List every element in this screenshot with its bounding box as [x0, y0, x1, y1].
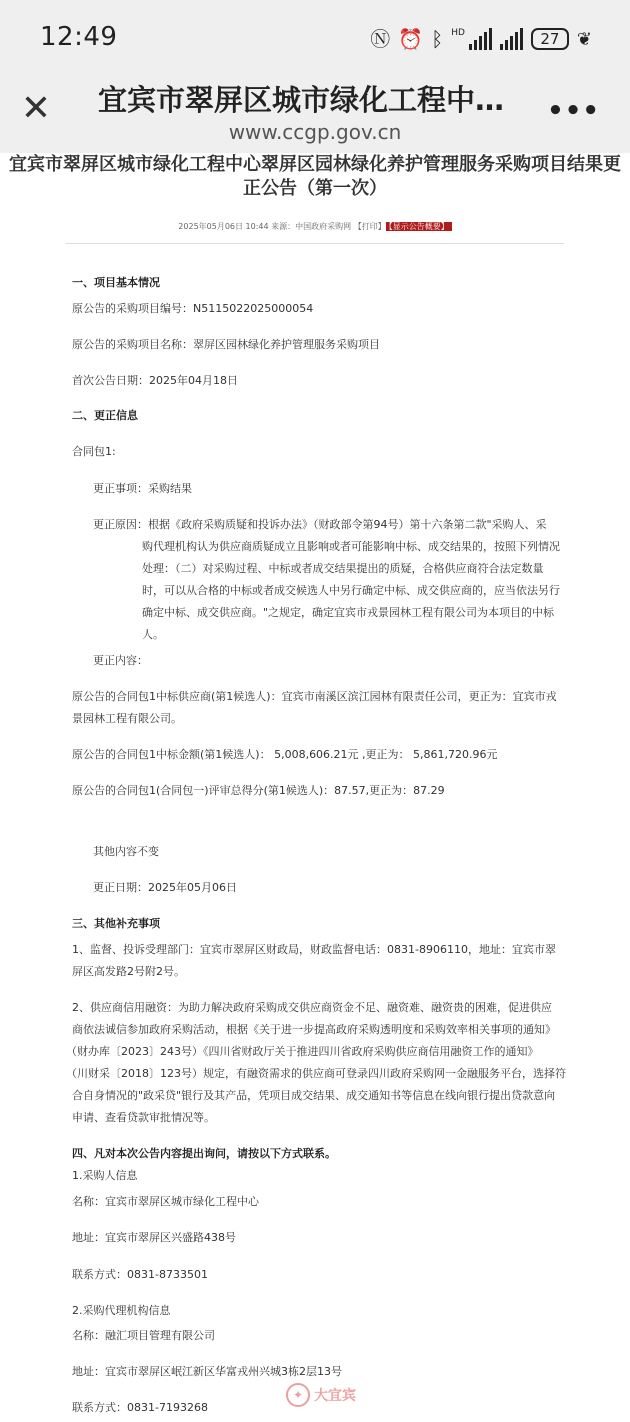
- close-icon[interactable]: ✕: [20, 88, 52, 129]
- agent-address: 地址：宜宾市翠屏区岷江新区华富戎州兴城3栋2层13号: [72, 1365, 342, 1378]
- bluetooth-icon: ᛒ: [431, 27, 444, 51]
- project-code: 原公告的采购项目编号：N5115022025000054: [72, 302, 314, 315]
- credit-financing: （川财采〔2018〕123号）规定，有融资需求的供应商可登录四川政府采购网一金融服务平台，选择符: [66, 1067, 566, 1080]
- credit-financing: 申请、查看贷款审批情况等。: [72, 1111, 215, 1124]
- nfc-icon: Ⓝ: [370, 27, 391, 51]
- project-name: 原公告的采购项目名称：翠屏区园林绿化养护管理服务采购项目: [72, 338, 380, 351]
- watermark-icon: ✦: [286, 1383, 310, 1407]
- purchaser-phone: 联系方式：0831-8733501: [72, 1268, 208, 1281]
- purchaser-heading: 1.采购人信息: [72, 1169, 138, 1182]
- correction-reason-line: 确定中标、成交供应商。"之规定，确定宜宾市戎景园林工程有限公司为本项目的中标: [142, 606, 555, 619]
- document-title: 宜宾市翠屏区城市绿化工程中心翠屏区园林绿化养护管理服务采购项目结果更正公告（第一次）: [9, 154, 621, 199]
- signal-icon: HD: [451, 28, 492, 50]
- browser-chrome: [0, 0, 630, 153]
- url-text: www.ccgp.gov.cn: [228, 120, 402, 144]
- show-summary-link[interactable]: 【显示公告概要】: [386, 222, 452, 231]
- status-bar: [0, 0, 630, 78]
- correction-item: 更正事项：采购结果: [93, 482, 192, 495]
- supervision-dept: 1、监督、投诉受理部门：宜宾市翠屏区财政局，财政监督电话：0831-8906110，地址：宜宾市翠: [72, 943, 556, 956]
- correction-reason-line: 根据《政府采购质疑和投诉办法》（财政部令第94号）第十六条第二款"采购人、采: [148, 518, 547, 531]
- agent-heading: 2.采购代理机构信息: [72, 1304, 171, 1317]
- credit-financing: （财办库〔2023〕243号）《四川省财政厅关于推进四川省政府采购供应商信用融资工作的通知》: [66, 1045, 539, 1058]
- section-4-heading: 四、凡对本次公告内容提出询问，请按以下方式联系。: [72, 1147, 336, 1160]
- supervision-dept: 屏区高发路2号附2号。: [72, 965, 185, 978]
- section-2-heading: 二、更正信息: [72, 409, 138, 422]
- more-icon[interactable]: •••: [547, 96, 600, 126]
- contract-package: 合同包1:: [72, 445, 116, 458]
- document-meta: [0, 221, 630, 232]
- other-unchanged: 其他内容不变: [93, 845, 159, 858]
- amount-correction: 原公告的合同包1中标金额(第1候选人)： 5,008,606.21元 ,更正为： 5,861,720.96元: [72, 748, 498, 761]
- correction-reason-line: 处理：（二）对采购过程、中标或者成交结果提出的质疑，合格供应商符合法定数量: [142, 562, 544, 575]
- correction-content-label: 更正内容：: [93, 654, 148, 667]
- battery-icon: 27: [531, 28, 569, 50]
- browser-page-title: 宜宾市翠屏区城市绿化工程中…: [98, 83, 505, 117]
- section-1-heading: 一、项目基本情况: [72, 276, 160, 289]
- first-notice-date: 首次公告日期：2025年04月18日: [72, 374, 238, 387]
- correction-reason-line: 购代理机构认为供应商质疑成立且影响或者可能影响中标、成交结果的，按照下列情况: [142, 540, 560, 553]
- divider: [66, 243, 564, 244]
- correction-date: 更正日期：2025年05月06日: [93, 881, 237, 894]
- purchaser-address: 地址：宜宾市翠屏区兴盛路438号: [72, 1231, 236, 1244]
- agent-phone: 联系方式：0831-7193268: [72, 1401, 208, 1414]
- credit-financing: 2、供应商信用融资：为助力解决政府采购成交供应商资金不足、融资难、融资贵的困难，促进供应: [72, 1001, 552, 1014]
- credit-financing: 商依法诚信参加政府采购活动，根据《关于进一步提高政府采购透明度和采购效率相关事项的通知》: [72, 1023, 556, 1036]
- correction-reason-line: 人。: [142, 628, 164, 641]
- score-correction: 原公告的合同包1(合同包一)评审总得分(第1候选人)：87.57,更正为：87.29: [72, 784, 445, 797]
- signal-icon-2: [500, 28, 523, 50]
- watermark-text: 大宜宾: [314, 1388, 356, 1404]
- meta-text: 2025年05月06日 10:44 来源：中国政府采购网 【打印】: [178, 222, 386, 231]
- clock: 12:49: [40, 22, 118, 52]
- correction-reason-line: 时，可以从合格的中标或者成交候选人中另行确定中标、成交供应商的，应当依法另行: [142, 584, 560, 597]
- supplier-correction: 景园林工程有限公司。: [72, 712, 182, 725]
- leaf-icon: ❦: [576, 28, 592, 50]
- supplier-correction: 原公告的合同包1中标供应商(第1候选人)：宜宾市南溪区滨江园林有限责任公司，更正为：宜宾市戎: [72, 690, 557, 703]
- correction-reason-label: 更正原因：: [93, 518, 148, 531]
- agent-name: 名称：融汇项目管理有限公司: [72, 1329, 215, 1342]
- purchaser-name: 名称：宜宾市翠屏区城市绿化工程中心: [72, 1195, 259, 1208]
- watermark-logo: [286, 1383, 356, 1407]
- status-icons: [370, 24, 592, 54]
- alarm-icon: ⏰: [398, 27, 424, 51]
- section-3-heading: 三、其他补充事项: [72, 917, 160, 930]
- credit-financing: 合自身情况的"政采贷"银行及其产品，凭项目成交结果、成交通知书等信息在线向银行提出贷款意向: [72, 1089, 556, 1102]
